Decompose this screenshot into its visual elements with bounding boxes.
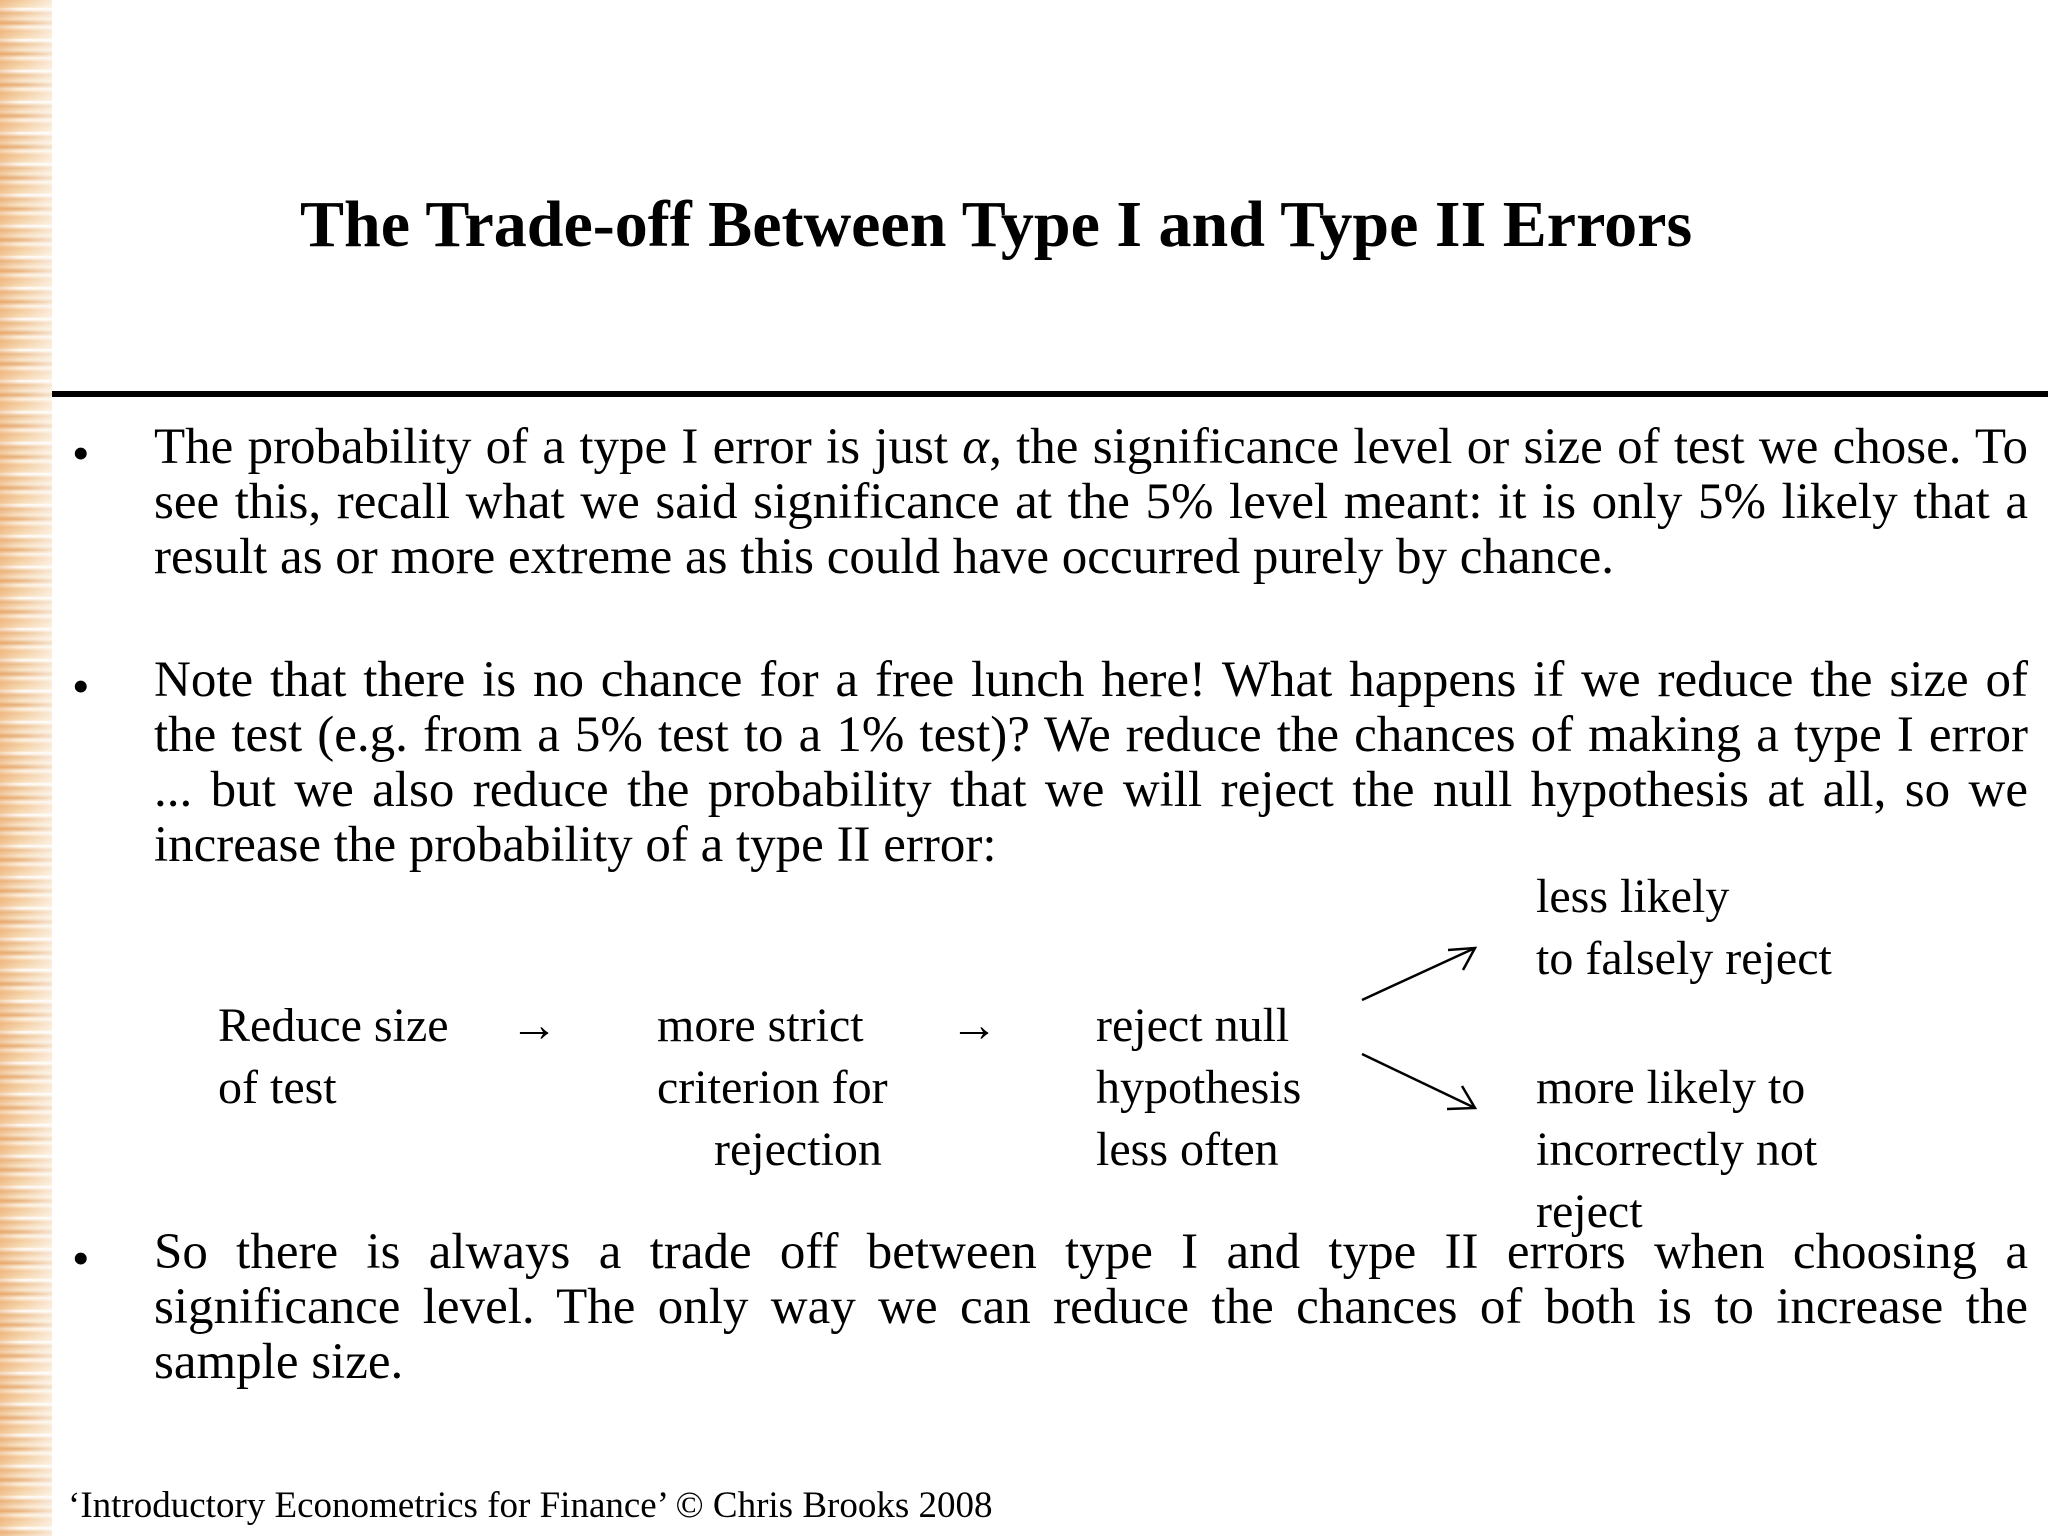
slide-title: The Trade-off Between Type I and Type II Errors: [300, 188, 1693, 261]
paragraph-type-i-error: [154, 420, 2028, 585]
paragraph-free-lunch: Note that there is no chance for a free lunch here! What happens if we reduce the size of the test (e.g. from a 5% test to a 1% test)? We reduce the chances of making a type I error ... but we also reduce the probability that we will reject the null hypothesis at all, so we increase the probability of a type II error:: [154, 652, 2028, 873]
diagram-step-3-line-1: reject null: [1096, 999, 1290, 1052]
bullet-2: •: [72, 658, 90, 714]
diagram-outcome-down-line-3: reject: [1536, 1185, 1643, 1238]
diagram-branch-arrows: [1350, 930, 1490, 1130]
diagram-outcome-up-line-1: less likely: [1536, 870, 1730, 923]
title-divider: [52, 391, 2048, 397]
paragraph-trade-off-conclusion: So there is always a trade off between type I and type II errors when choosing a significance level. The only way we can reduce the chances of both is to increase the sample size.: [154, 1224, 2028, 1390]
diagram-step-1-line-1: Reduce size: [218, 999, 449, 1052]
diagram-arrow-up: [1362, 948, 1475, 1000]
diagram-step-3-line-3: less often: [1096, 1123, 1279, 1176]
paragraph-1-rest: , the significance level or size of test we chose. To see this, recall what we said significance at the 5% level meant: it is only 5% likely that a result as or more extreme as this could have occurred purely by chance.: [154, 419, 2028, 585]
diagram-step-3-line-2: hypothesis: [1096, 1061, 1302, 1114]
copyright-footer: ‘Introductory Econometrics for Finance’ © Chris Brooks 2008: [68, 1485, 993, 1526]
bullet-3: •: [72, 1230, 90, 1286]
diagram-step-2-line-2: criterion for: [657, 1061, 888, 1114]
diagram-step-1-line-2: of test: [218, 1061, 337, 1114]
diagram-arrow-2: →: [950, 999, 998, 1052]
diagram-step-2-line-1: more strict: [657, 999, 864, 1052]
diagram-arrow-down: [1362, 1054, 1475, 1109]
diagram-outcome-down-line-2: incorrectly not: [1536, 1123, 1818, 1176]
alpha-symbol: α: [962, 419, 990, 475]
paragraph-1-start: The probability of a type I error is just: [154, 419, 963, 475]
diagram-outcome-up-line-2: to falsely reject: [1536, 932, 1832, 985]
diagram-outcome-down-line-1: more likely to: [1536, 1061, 1806, 1114]
diagram-step-2-line-3: rejection: [714, 1123, 882, 1176]
diagram-arrow-1: →: [510, 999, 558, 1052]
bullet-1: •: [72, 425, 90, 481]
decorative-sidebar-stripe: [0, 0, 52, 1536]
